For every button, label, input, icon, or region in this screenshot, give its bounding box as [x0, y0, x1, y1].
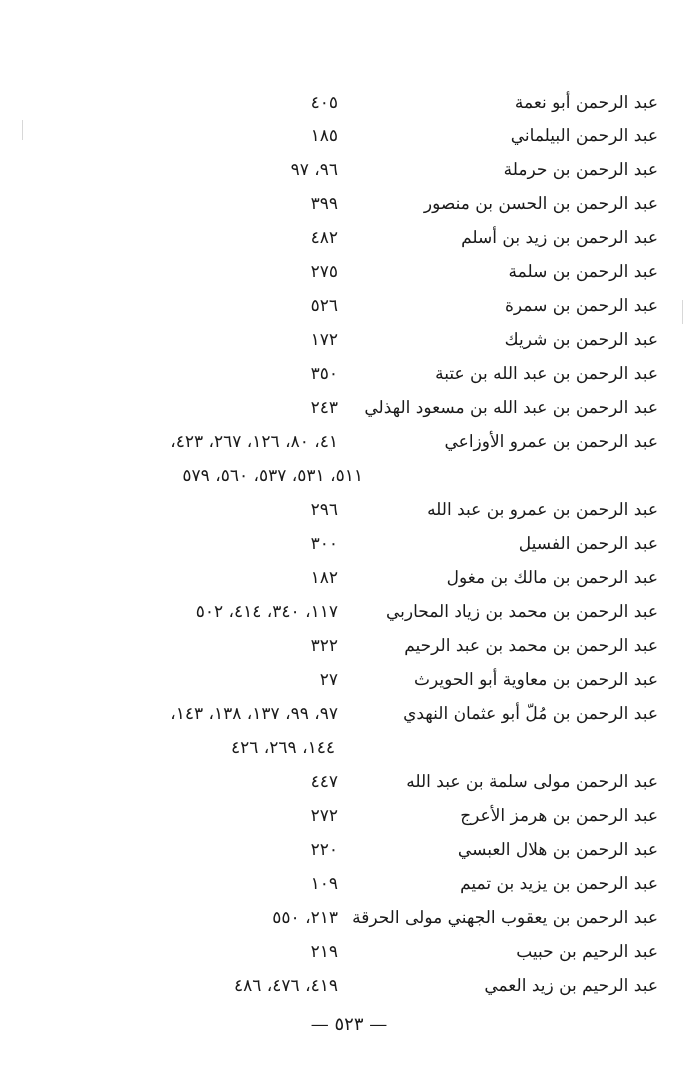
index-entry [0, 393, 698, 423]
entry-name: عبد الرحمن الفسيل [518, 534, 658, 554]
entry-pages: ١٨٢ [310, 568, 338, 588]
entry-pages: ٩٧، ٩٩، ١٣٧، ١٣٨، ١٤٣، [170, 704, 338, 724]
index-entry [0, 767, 698, 797]
index-entry [0, 801, 698, 831]
index-entry [0, 359, 698, 389]
entry-pages-continued: ٥١١، ٥٣١، ٥٣٧، ٥٦٠، ٥٧٩ [182, 466, 363, 486]
index-entry [0, 937, 698, 967]
index-entry [0, 563, 698, 593]
entry-pages: ١١٧، ٣٤٠، ٤١٤، ٥٠٢ [195, 602, 338, 622]
entry-name: عبد الرحمن بن شريك [504, 330, 658, 350]
index-entry [0, 88, 698, 118]
entry-pages: ٢٩٦ [310, 500, 338, 520]
index-entry [0, 495, 698, 525]
index-entry [0, 291, 698, 321]
index-entry [0, 631, 698, 661]
index-entry [0, 971, 698, 1001]
index-entry [0, 597, 698, 627]
entry-name: عبد الرحمن بن عمرو بن عبد الله [427, 500, 658, 520]
entry-name: عبد الرحيم بن زيد العمي [484, 976, 658, 996]
entry-name: عبد الرحمن بن حرملة [503, 160, 658, 180]
entry-name: عبد الرحمن البيلماني [510, 126, 658, 146]
entry-name: عبد الرحمن بن هرمز الأعرج [460, 806, 658, 826]
entry-pages: ٥٢٦ [310, 296, 338, 316]
entry-pages: ٣٠٠ [310, 534, 338, 554]
index-entry [0, 529, 698, 559]
entry-pages: ٤٤٧ [310, 772, 338, 792]
entry-name: عبد الرحمن بن محمد بن زياد المحاربي [385, 602, 658, 622]
entry-name: عبد الرحمن بن عبد الله بن مسعود الهذلي [364, 398, 658, 418]
index-entry-continuation [0, 733, 698, 763]
index-entry [0, 223, 698, 253]
entry-pages: ٤٠٥ [310, 93, 338, 113]
index-entry [0, 257, 698, 287]
index-entry [0, 699, 698, 729]
entry-name: عبد الرحمن بن يعقوب الجهني مولى الحرقة [352, 908, 658, 928]
index-entry [0, 835, 698, 865]
entry-pages: ٤١٩، ٤٧٦، ٤٨٦ [234, 976, 338, 996]
entry-pages: ١٧٢ [310, 330, 338, 350]
entry-name: عبد الرحمن بن معاوية أبو الحويرث [413, 670, 658, 690]
entry-name: عبد الرحمن بن يزيد بن تميم [460, 874, 658, 894]
index-entry [0, 121, 698, 151]
entry-pages: ١٨٥ [310, 126, 338, 146]
entry-name: عبد الرحمن بن عمرو الأوزاعي [444, 432, 658, 452]
entry-name: عبد الرحمن بن سمرة [505, 296, 658, 316]
entry-pages-continued: ١٤٤، ٢٦٩، ٤٢٦ [231, 738, 335, 758]
index-entry [0, 665, 698, 695]
entry-name: عبد الرحمن بن الحسن بن منصور [423, 194, 658, 214]
entry-name: عبد الرحمن أبو نعمة [514, 93, 658, 113]
entry-name: عبد الرحمن بن مُلّ أبو عثمان النهدي [403, 704, 658, 724]
entry-name: عبد الرحمن بن محمد بن عبد الرحيم [404, 636, 658, 656]
entry-pages: ٤١، ٨٠، ١٢٦، ٢٦٧، ٤٢٣، [170, 432, 338, 452]
index-entry [0, 903, 698, 933]
entry-pages: ٢٧٥ [310, 262, 338, 282]
entry-pages: ٢١٣، ٥٥٠ [272, 908, 338, 928]
index-entry [0, 427, 698, 457]
entry-name: عبد الرحمن بن سلمة [508, 262, 658, 282]
entry-name: عبد الرحمن بن هلال العبسي [457, 840, 658, 860]
entry-pages: ٩٦، ٩٧ [290, 160, 338, 180]
entry-name: عبد الرحمن بن مالك بن مغول [446, 568, 658, 588]
entry-pages: ٣٩٩ [310, 194, 338, 214]
entry-name: عبد الرحمن بن عبد الله بن عتبة [435, 364, 658, 384]
entry-name: عبد الرحيم بن حبيب [516, 942, 658, 962]
index-entry [0, 325, 698, 355]
entry-name: عبد الرحمن مولى سلمة بن عبد الله [406, 772, 658, 792]
entry-name: عبد الرحمن بن زيد بن أسلم [461, 228, 658, 248]
entry-pages: ٢٧ [319, 670, 338, 690]
entry-pages: ٤٨٢ [310, 228, 338, 248]
index-entry-continuation [0, 461, 698, 491]
entry-pages: ٣٥٠ [310, 364, 338, 384]
entry-pages: ٢٢٠ [310, 840, 338, 860]
index-entry [0, 189, 698, 219]
entry-pages: ٢١٩ [310, 942, 338, 962]
entry-pages: ٣٢٢ [310, 636, 338, 656]
entry-pages: ٢٧٢ [310, 806, 338, 826]
index-entry [0, 869, 698, 899]
entry-pages: ١٠٩ [310, 874, 338, 894]
entry-pages: ٢٤٣ [310, 398, 338, 418]
index-entry [0, 155, 698, 185]
page-number: — ٥٢٣ — [310, 1014, 388, 1035]
